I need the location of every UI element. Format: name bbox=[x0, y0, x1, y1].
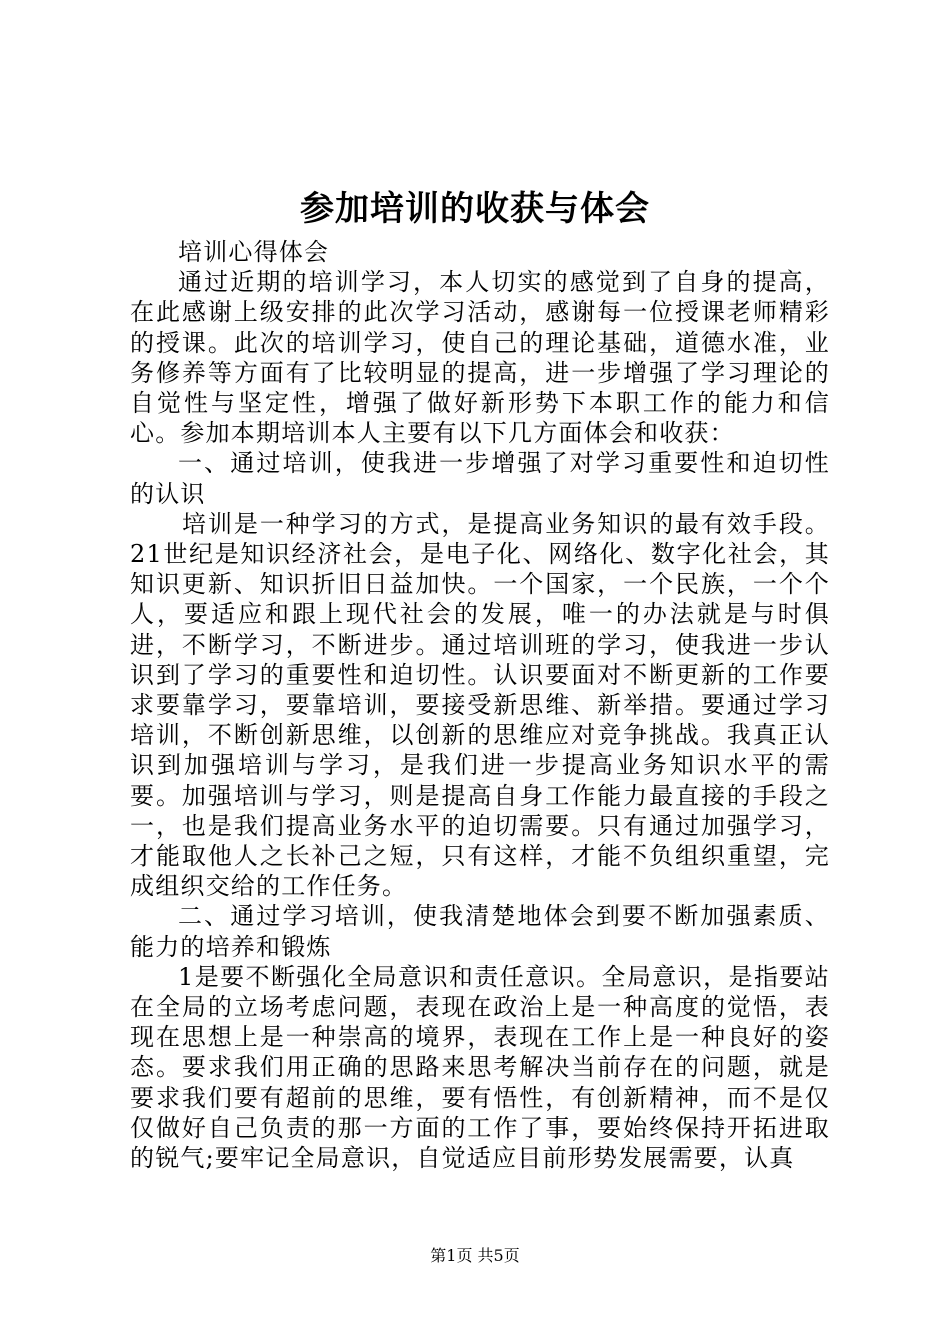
paragraph-subtitle: 培训心得体会 bbox=[178, 238, 330, 266]
page-number-footer: 第1页 共5页 bbox=[430, 1246, 520, 1265]
paragraph-intro: 通过近期的培训学习，本人切实的感觉到了自身的提高，在此感谢上级安排的此次学习活动，感谢每一位授课老师精彩的授课。此次的培训学习，使自己的理论基础，道德水准，业务修养等方面有了比较明显的提高，进一步增强了学习理论的自觉性与坚定性，增强了做好新形势下本职工作的能力和信心。参加本期培训本人主要有以下几方面体会和收获： bbox=[130, 268, 830, 448]
paragraph-section-2: 1是要不断强化全局意识和责任意识。全局意识，是指要站在全局的立场考虑问题，表现在政治上是一种高度的觉悟，表现在思想上是一种崇高的境界，表现在工作上是一种良好的姿态。要求我们用正确的思路来思考解决当前存在的问题，就是要求我们要有超前的思维，要有悟性，有创新精神，而不是仅仅做好自己负责的那一方面的工作了事，要始终保持开拓进取的锐气;要牢记全局意识，自觉适应目前形势发展需要，认真 bbox=[130, 962, 830, 1173]
document-title: 参加培训的收获与体会 bbox=[300, 189, 650, 229]
document-body bbox=[130, 237, 830, 1173]
section-heading-2: 二、通过学习培训，使我清楚地体会到要不断加强素质、能力的培养和锻炼 bbox=[130, 902, 830, 961]
paragraph-section-1: 培训是一种学习的方式，是提高业务知识的最有效手段。21世纪是知识经济社会，是电子化、网络化、数字化社会，其知识更新、知识折旧日益加快。一个国家，一个民族，一个个人，要适应和跟上现代社会的发展，唯一的办法就是与时俱进，不断学习，不断进步。通过培训班的学习，使我进一步认识到了学习的重要性和迫切性。认识要面对不断更新的工作要求要靠学习，要靠培训，要接受新思维、新举措。要通过学习培训，不断创新思维，以创新的思维应对竞争挑战。我真正认识到加强培训与学习，是我们进一步提高业务知识水平的需要。加强培训与学习，则是提高自身工作能力最直接的手段之一，也是我们提高业务水平的迫切需要。只有通过加强学习，才能取他人之长补己之短，只有这样，才能不负组织重望，完成组织交给的工作任务。 bbox=[130, 509, 830, 901]
section-heading-1: 一、通过培训，使我进一步增强了对学习重要性和迫切性的认识 bbox=[130, 449, 830, 508]
